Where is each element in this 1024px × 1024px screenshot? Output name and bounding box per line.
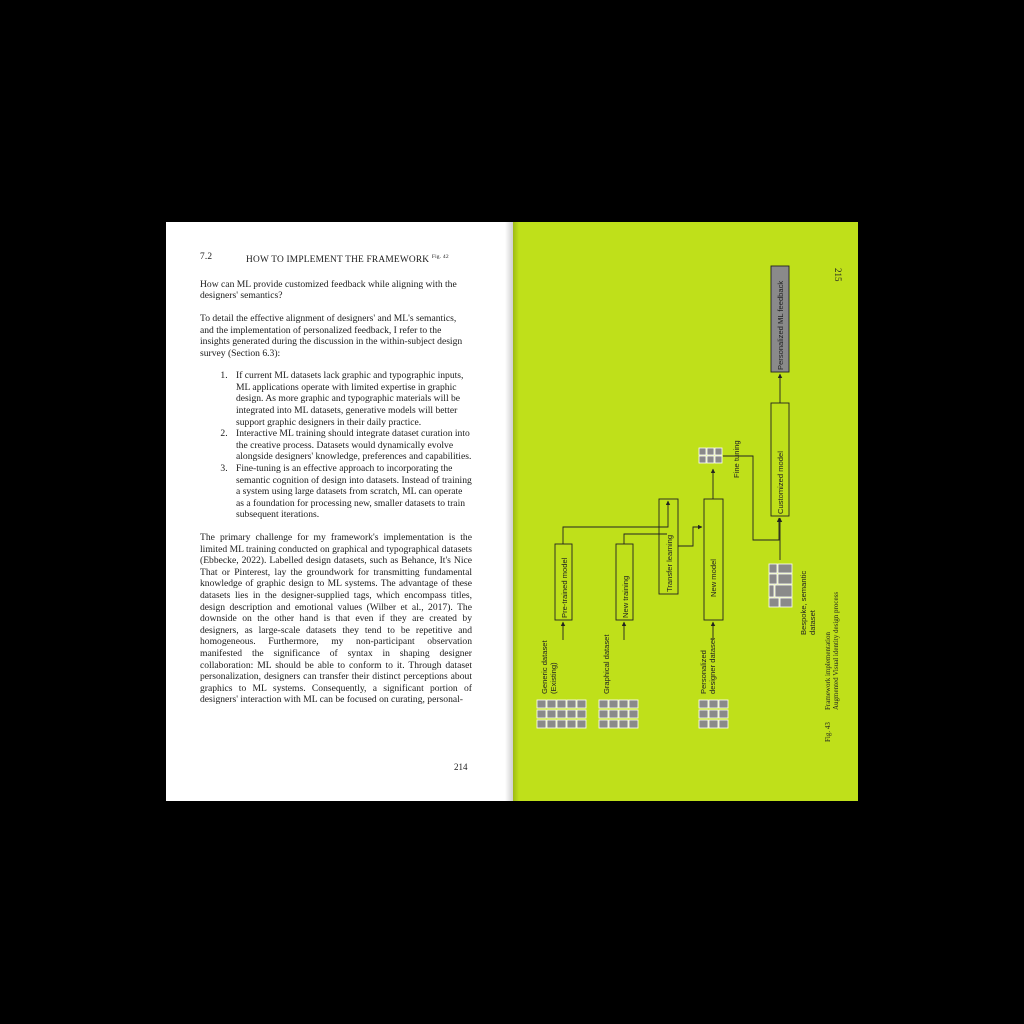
graphical-dataset-label: Graphical dataset [602,634,611,694]
fig-ref: Fig. 42 [431,254,449,260]
list-item: 2. Interactive ML training should integrate dataset curation into the creative process. Datasets would dynamically evolve alongside designers' knowledge, preferences and capabilities. [230,428,472,463]
bespoke-dataset-label-2: dataset [808,610,817,635]
figure-caption-line2: Augmented Visual identity design process [832,591,840,710]
figure-number: Fig. 43 [824,722,832,742]
page-number-right: 215 [833,268,843,282]
customized-model-label: Customized model [776,451,785,514]
generic-dataset-label: Generic dataset [540,640,549,694]
insights-list [200,370,472,521]
diagram-arrows [563,374,780,640]
new-training-label: New training [621,575,630,618]
list-item: 1. If current ML datasets lack graphic and typographic inputs, ML applications operate with limited expertise in graphic design. As more graphic and typographic materials will be integrated into ML datasets, generative models will better support graphic designers in their daily practice. [230,370,472,428]
page-number-left: 214 [454,762,468,772]
bespoke-dataset-icon [769,564,792,607]
generic-dataset-sublabel: (Existing) [549,662,558,694]
left-page [166,222,513,801]
pretrained-model-label: Pre-trained model [560,557,569,618]
fine-tuning-icon [699,448,722,463]
section-header [200,252,472,267]
intro-paragraph: To detail the effective alignment of designers' and ML's semantics, and the implementation of personalized feedback, I refer to the insights generated during the discussion in the within-subject design survey (Section 6.3): [200,312,463,359]
new-model-label: New model [709,559,718,597]
personalized-dataset-label-1: Personalized [699,650,708,694]
list-item: 3. Fine-tuning is an effective approach to incorporating the semantic cognition of design into datasets. Instead of training a system using large datasets from scratch, ML can operate as a foundation for processing new, smaller datasets to train subsequent iterations. [230,463,472,521]
fine-tuning-label: Fine tuning [732,440,741,478]
figure-caption-line1: Framework implementation [824,632,832,710]
body-paragraph: The primary challenge for my framework's implementation is the limited ML training conducted on graphical and typographical datasets (Ebbecke, 2022). Labelled design datasets, such as Behance, It's Nice That or Pinterest, lay the groundwork for transmitting fundamental knowledge of graphic design to ML systems. The advantage of these datasets lies in the designer-supplied tags, which encompass titles, design description and emotional values (Wilber et al., 2017). The downside on the other hand is that even if they are created by designers, as large-scale datasets they tend to be repetitive and homogeneous. Furthermore, my non-participant observation manifested the significance of syntax in shaping designer collaboration: ML should be able to conform to it. Through dataset personalization, designers can transfer their distinct perceptions about graphics to ML systems. Consequently, a significant portion of designers' interaction with ML can be focused on curating, personal- [200,532,472,706]
section-number: 7.2 [200,252,213,262]
left-page-text [200,252,472,717]
transfer-learning-label: Transfer learning [665,534,674,592]
framework-diagram [513,222,858,801]
section-title: HOW TO IMPLEMENT THE FRAMEWORK $^{Fig. 42}$ [246,254,449,266]
personalized-dataset-label-2: designer dataset [708,637,717,694]
generic-dataset-icon [537,700,586,728]
right-page [513,222,858,801]
personalized-dataset-icon [699,700,728,728]
personalized-feedback-label: Personalized ML feedback [776,280,785,370]
bespoke-dataset-label-1: Bespoke, semantic [799,570,808,635]
question-paragraph: How can ML provide customized feedback while aligning with the designers' semantics? [200,278,457,302]
book-gutter-shadow [505,222,519,801]
graphical-dataset-icon [599,700,638,728]
